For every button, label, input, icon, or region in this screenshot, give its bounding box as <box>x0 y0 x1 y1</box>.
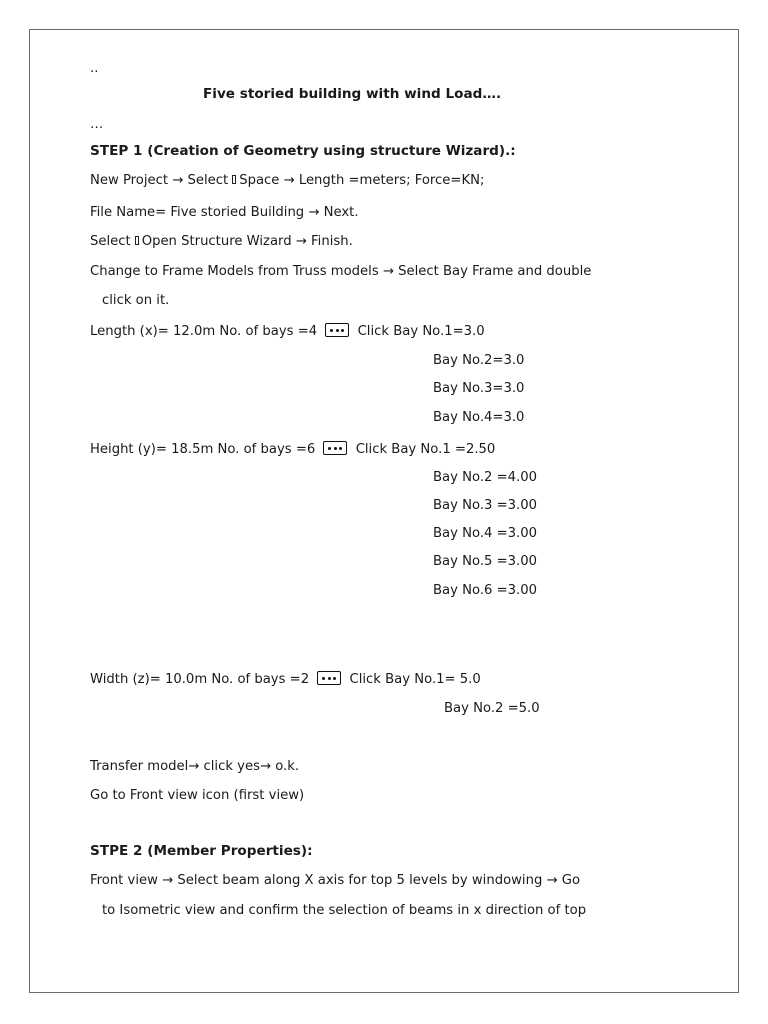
document-page <box>29 29 739 993</box>
change-frame-line-2: click on it. <box>102 293 170 308</box>
bullet-box-icon <box>232 175 236 184</box>
length-click-bay1: Click Bay No.1=3.0 <box>357 324 485 339</box>
new-project-line <box>90 172 484 189</box>
leading-dots: .. <box>90 61 99 76</box>
height-line <box>90 441 495 458</box>
height-bay: Bay No.5 =3.00 <box>433 554 538 569</box>
bullet-box-icon <box>135 236 139 245</box>
ellipsis-button-icon <box>323 441 347 455</box>
length-line <box>90 323 485 340</box>
width-label: Width (z)= 10.0m No. of bays =2 <box>90 672 310 687</box>
height-bay: Bay No.3 =3.00 <box>433 498 538 513</box>
length-bay: Bay No.2=3.0 <box>433 353 525 368</box>
width-click-bay1: Click Bay No.1= 5.0 <box>349 672 481 687</box>
length-bay: Bay No.4=3.0 <box>433 410 525 425</box>
height-click-bay1: Click Bay No.1 =2.50 <box>355 442 496 457</box>
change-frame-line: Change to Frame Models from Truss models → Select Bay Frame and double <box>90 264 592 279</box>
front-view-line: Front view → Select beam along X axis for top 5 levels by windowing → Go <box>90 873 581 888</box>
select-wizard-line <box>90 233 353 250</box>
step1-heading: STEP 1 (Creation of Geometry using structure Wizard).: <box>90 143 516 159</box>
file-name-line: File Name= Five storied Building → Next. <box>90 205 359 220</box>
document-title: Five storied building with wind Load…. <box>203 86 502 102</box>
ellipsis-button-icon <box>317 671 341 685</box>
width-line <box>90 671 481 688</box>
ellipsis-button-icon <box>325 323 349 337</box>
length-label: Length (x)= 12.0m No. of bays =4 <box>90 324 318 339</box>
transfer-model-line: Transfer model→ click yes→ o.k. <box>90 759 300 774</box>
wizard-text: Open Structure Wizard → Finish. <box>141 234 353 249</box>
front-view-line-2: to Isometric view and confirm the selection of beams in x direction of top <box>102 903 587 918</box>
height-bay: Bay No.6 =3.00 <box>433 583 538 598</box>
new-project-text: New Project → Select <box>90 173 229 188</box>
go-to-front-view-line: Go to Front view icon (first view) <box>90 788 305 803</box>
ellipsis-line: … <box>90 117 104 132</box>
width-bay: Bay No.2 =5.0 <box>444 701 540 716</box>
height-label: Height (y)= 18.5m No. of bays =6 <box>90 442 316 457</box>
space-text: Space → Length =meters; Force=KN; <box>239 173 485 188</box>
step2-heading: STPE 2 (Member Properties): <box>90 843 313 859</box>
height-bay: Bay No.2 =4.00 <box>433 470 538 485</box>
length-bay: Bay No.3=3.0 <box>433 381 525 396</box>
select-text: Select <box>90 234 131 249</box>
height-bay: Bay No.4 =3.00 <box>433 526 538 541</box>
